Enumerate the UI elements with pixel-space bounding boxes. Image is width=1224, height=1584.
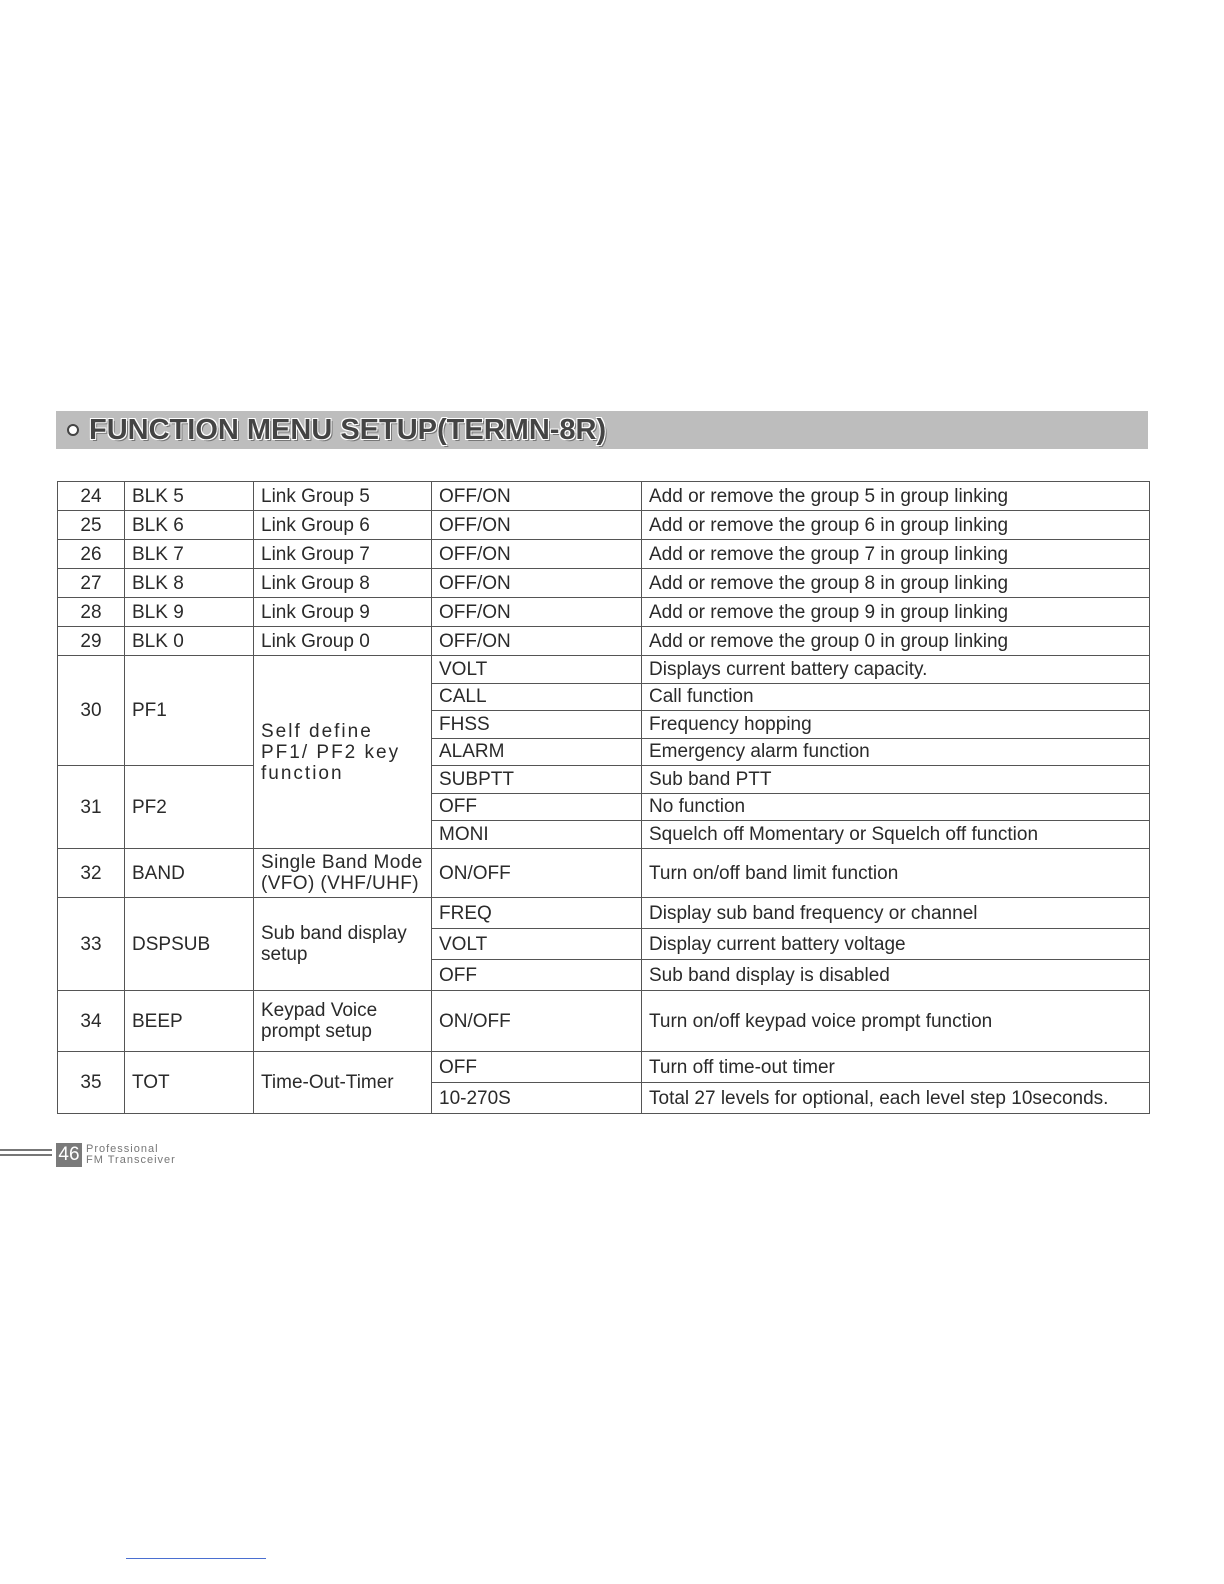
- menu-option: FREQ: [432, 898, 642, 929]
- menu-note: Add or remove the group 5 in group linking: [642, 482, 1150, 511]
- menu-description: [254, 849, 432, 898]
- menu-note: Add or remove the group 9 in group linking: [642, 598, 1150, 627]
- menu-number: 34: [58, 991, 125, 1052]
- table-row: [58, 482, 1150, 511]
- table-row: [58, 849, 1150, 898]
- menu-note: Sub band PTT: [642, 766, 1150, 794]
- footer-caption-line2: FM Transceiver: [86, 1154, 176, 1166]
- section-header-banner: [56, 411, 1148, 449]
- menu-option: OFF: [432, 793, 642, 821]
- menu-description: Keypad Voice prompt setup: [254, 991, 432, 1052]
- menu-number: 30: [58, 656, 125, 766]
- menu-number: 32: [58, 849, 125, 898]
- menu-option: OFF/ON: [432, 569, 642, 598]
- menu-note: Display sub band frequency or channel: [642, 898, 1150, 929]
- table-row: [58, 766, 1150, 794]
- menu-description: Link Group 0: [254, 627, 432, 656]
- menu-description: Time-Out-Timer: [254, 1052, 432, 1114]
- table-row: [58, 991, 1150, 1052]
- menu-option: FHSS: [432, 711, 642, 739]
- footer-rule: [0, 1149, 52, 1159]
- menu-description: Link Group 8: [254, 569, 432, 598]
- bullet-circle-icon: [67, 424, 79, 436]
- menu-option: OFF: [432, 960, 642, 991]
- table-row: [58, 627, 1150, 656]
- menu-option: OFF/ON: [432, 598, 642, 627]
- table-row: [58, 598, 1150, 627]
- table-row: [58, 1052, 1150, 1083]
- menu-option: OFF/ON: [432, 511, 642, 540]
- section-title: FUNCTION MENU SETUP(TERMN-8R): [89, 414, 607, 446]
- menu-number: 24: [58, 482, 125, 511]
- menu-note: Sub band display is disabled: [642, 960, 1150, 991]
- menu-name: TOT: [125, 1052, 254, 1114]
- menu-option: OFF/ON: [432, 540, 642, 569]
- menu-number: 33: [58, 898, 125, 991]
- footer-caption: [86, 1144, 176, 1166]
- menu-option: CALL: [432, 683, 642, 711]
- footer-rule-line: [0, 1154, 52, 1156]
- menu-option: VOLT: [432, 929, 642, 960]
- menu-number: 29: [58, 627, 125, 656]
- menu-note: Turn on/off keypad voice prompt function: [642, 991, 1150, 1052]
- menu-name: BLK 0: [125, 627, 254, 656]
- menu-note: Add or remove the group 7 in group linking: [642, 540, 1150, 569]
- menu-name: BLK 9: [125, 598, 254, 627]
- menu-name: BLK 5: [125, 482, 254, 511]
- page-number: 46: [56, 1143, 82, 1167]
- menu-note: Displays current battery capacity.: [642, 656, 1150, 684]
- menu-option: OFF/ON: [432, 482, 642, 511]
- table-row: [58, 656, 1150, 684]
- table-row: [58, 898, 1150, 929]
- menu-number: 25: [58, 511, 125, 540]
- menu-number: 35: [58, 1052, 125, 1114]
- menu-note: Frequency hopping: [642, 711, 1150, 739]
- menu-note: Add or remove the group 6 in group linking: [642, 511, 1150, 540]
- menu-note: Display current battery voltage: [642, 929, 1150, 960]
- menu-number: 31: [58, 766, 125, 849]
- menu-note: No function: [642, 793, 1150, 821]
- menu-option: MONI: [432, 821, 642, 849]
- function-menu-table: [57, 481, 1150, 1114]
- menu-option: SUBPTT: [432, 766, 642, 794]
- table-row: [58, 511, 1150, 540]
- menu-description: Link Group 6: [254, 511, 432, 540]
- menu-number: 27: [58, 569, 125, 598]
- menu-note: Emergency alarm function: [642, 738, 1150, 766]
- menu-option: ALARM: [432, 738, 642, 766]
- menu-name: BLK 7: [125, 540, 254, 569]
- menu-note: Add or remove the group 0 in group linking: [642, 627, 1150, 656]
- menu-name: BAND: [125, 849, 254, 898]
- menu-name: BLK 6: [125, 511, 254, 540]
- menu-name: DSPSUB: [125, 898, 254, 991]
- menu-option: ON/OFF: [432, 991, 642, 1052]
- pf-description: Self define PF1/ PF2 key function: [261, 720, 401, 784]
- bottom-decorative-line: [126, 1558, 266, 1559]
- menu-note: Turn on/off band limit function: [642, 849, 1150, 898]
- table-row: [58, 540, 1150, 569]
- menu-note: Squelch off Momentary or Squelch off function: [642, 821, 1150, 849]
- menu-note: Turn off time-out timer: [642, 1052, 1150, 1083]
- menu-option: ON/OFF: [432, 849, 642, 898]
- menu-number: 28: [58, 598, 125, 627]
- menu-description: Sub band display setup: [254, 898, 432, 991]
- menu-option: 10-270S: [432, 1083, 642, 1114]
- menu-note: Total 27 levels for optional, each level step 10seconds.: [642, 1083, 1150, 1114]
- menu-description: Link Group 7: [254, 540, 432, 569]
- menu-name: BEEP: [125, 991, 254, 1052]
- menu-note: Call function: [642, 683, 1150, 711]
- footer-rule-line: [0, 1149, 52, 1151]
- band-description: Single Band Mode (VFO) (VHF/UHF): [261, 852, 423, 894]
- menu-name: PF1: [125, 656, 254, 766]
- menu-option: OFF: [432, 1052, 642, 1083]
- menu-name: BLK 8: [125, 569, 254, 598]
- menu-name: PF2: [125, 766, 254, 849]
- menu-description: [254, 656, 432, 849]
- menu-description: Link Group 5: [254, 482, 432, 511]
- menu-option: VOLT: [432, 656, 642, 684]
- menu-option: OFF/ON: [432, 627, 642, 656]
- table-row: [58, 569, 1150, 598]
- menu-description: Link Group 9: [254, 598, 432, 627]
- footer-caption-line1: Professional: [86, 1143, 159, 1155]
- menu-number: 26: [58, 540, 125, 569]
- menu-note: Add or remove the group 8 in group linking: [642, 569, 1150, 598]
